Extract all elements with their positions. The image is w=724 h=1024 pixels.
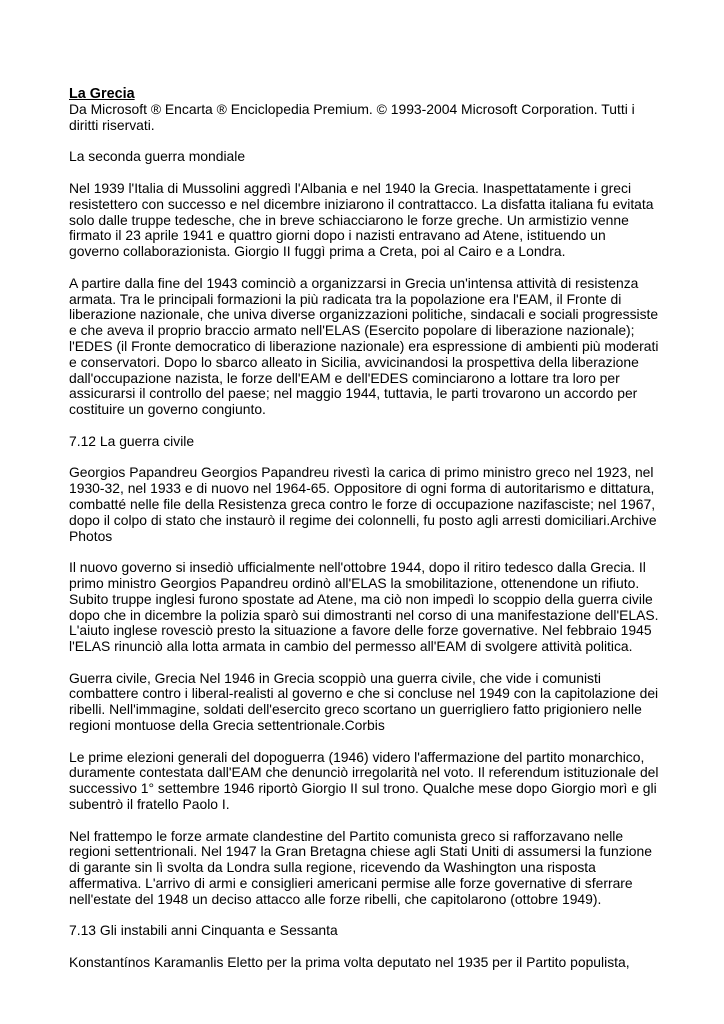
paragraph: Il nuovo governo si insediò ufficialmente nell'ottobre 1944, dopo il ritiro tedesco dalla Grecia. Il primo ministro Georgios Papandreu ordinò all'ELAS la smobilitazione, ottenendone un rifiuto. Subito truppe inglesi furono spostate ad Atene, ma ciò non impedì lo scoppio della guerra civile dopo che in dicembre la polizia sparò sui dimostranti nel corso di una manifestazione dell'ELAS. L'aiuto inglese rovesciò presto la situazione a favore delle forze governative. Nel febbraio 1945 l'ELAS rinunciò alla lotta armata in cambio del permesso all'EAM di svolgere attività politica. (69, 559, 659, 655)
paragraph: Konstantínos Karamanlis Eletto per la prima volta deputato nel 1935 per il Partito populista, (69, 954, 630, 971)
paragraph: Le prime elezioni generali del dopoguerra (1946) videro l'affermazione del partito monarchico, duramente contestata dall'EAM che denunciò irregolarità nel voto. Il referendum istituzionale del successivo 1° settembre 1946 riportò Giorgio II sul trono. Qualche mese dopo Giorgio morì e gli subentrò il fratello Paolo I. (69, 748, 659, 813)
document-title: La Grecia (69, 86, 135, 102)
document-page (69, 86, 659, 987)
paragraph: Georgios Papandreu Georgios Papandreu rivestì la carica di primo ministro greco nel 1923, nel 1930-32, nel 1933 e di nuovo nel 1964-65. Oppositore di ogni forma di autoritarismo e dittatura, combatté nelle file della Resistenza greca contro le forze di occupazione nazifasciste; nel 1967, dopo il colpo di stato che instaurò il regime dei colonnelli, fu posto agli arresti domiciliari.Archive Photos (69, 464, 657, 544)
paragraph: A partire dalla fine del 1943 cominciò a organizzarsi in Grecia un'intensa attività di resistenza armata. Tra le principali formazioni la più radicata tra la popolazione era l'EAM, il Fronte di liberazione nazionale, che univa diverse organizzazioni politiche, sindacali e sociali progressiste e che aveva il proprio braccio armato nell'ELAS (Esercito popolare di liberazione nazionale); l'EDES (il Fronte democratico di liberazione nazionale) era espressione di ambienti più moderati e conservatori. Dopo lo sbarco alleato in Sicilia, avvicinandosi la prospettiva della liberazione dall'occupazione nazista, le forze dell'EAM e dell'EDES cominciarono a lottare tra loro per assicurarsi il controllo del paese; nel maggio 1944, tuttavia, le parti trovarono un accordo per costituire un governo congiunto. (69, 274, 659, 418)
paragraph: Guerra civile, Grecia Nel 1946 in Grecia scoppiò una guerra civile, che vide i comunisti combattere contro i liberal-realisti al governo e che si concluse nel 1949 con la capitolazione dei ribelli. Nell'immagine, soldati dell'esercito greco scortano un guerrigliero fatto prigioniero nelle regioni montuose della Grecia settentrionale.Corbis (69, 669, 659, 734)
source-attribution: Da Microsoft ® Encarta ® Enciclopedia Premium. © 1993-2004 Microsoft Corporation. Tutti i diritti riservati. (69, 101, 635, 133)
section-heading-fifties-sixties: 7.13 Gli instabili anni Cinquanta e Sessanta (69, 922, 338, 939)
paragraph: Nel frattempo le forze armate clandestine del Partito comunista greco si rafforzavano nelle regioni settentrionali. Nel 1947 la Gran Bretagna chiese agli Stati Uniti di assumersi la funzione di garante sin lì svolta da Londra sulla regione, ricevendo da Washington una risposta affermativa. L'arrivo di armi e consiglieri americani permise alle forze governative di sferrare nell'estate del 1948 un deciso attacco alle forze ribelli, che capitolarono (ottobre 1949). (69, 827, 652, 907)
paragraph: Nel 1939 l'Italia di Mussolini aggredì l'Albania e nel 1940 la Grecia. Inaspettatamente i greci resistettero con successo e nel dicembre iniziarono il contrattacco. La disfatta italiana fu evitata solo dalle truppe tedesche, che in breve schiacciarono le forze greche. Un armistizio venne firmato il 23 aprile 1941 e quattro giorni dopo i nazisti entravano ad Atene, istituendo un governo collaborazionista. Giorgio II fuggì prima a Creta, poi al Cairo e a Londra. (69, 179, 654, 260)
section-heading-ww2: La seconda guerra mondiale (69, 148, 246, 165)
section-heading-civil-war: 7.12 La guerra civile (69, 432, 195, 449)
